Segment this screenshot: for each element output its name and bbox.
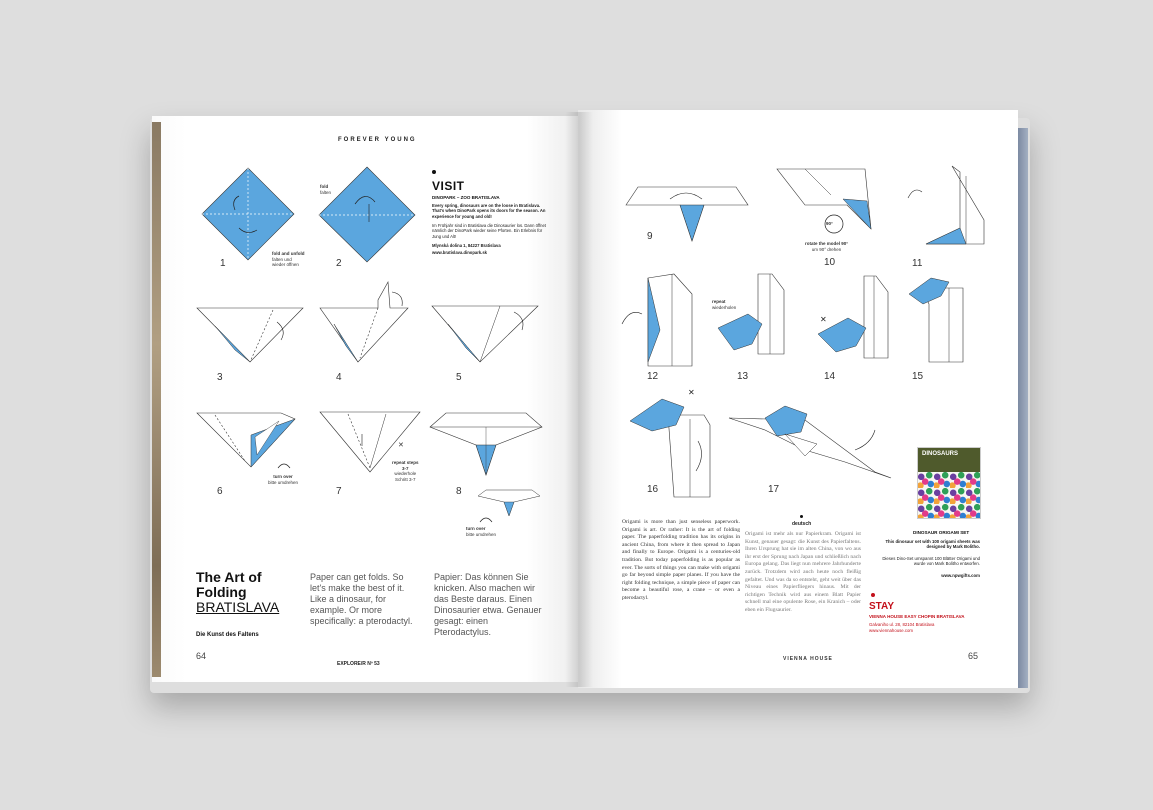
step-number-3: 3 (217, 372, 223, 383)
annotation-fold-de: falten (320, 189, 332, 195)
annotation-repeat-de: wiederholen (712, 304, 737, 310)
page-number-left: 64 (196, 651, 207, 661)
annotation-turn-over-6 (268, 474, 298, 485)
step-number-6: 6 (217, 486, 223, 497)
footer-brand-right: VIENNA HOUSE (783, 656, 833, 662)
product-caption: DINOSAUR ORIGAMI SET (913, 530, 970, 535)
visit-subtitle: DINOPARK – ZOO BRATISLAVA (432, 195, 500, 200)
annotation-rotate (805, 241, 848, 252)
step-number-15: 15 (912, 371, 924, 382)
annotation-turn-over-8-de: bitte umdrehen (466, 531, 497, 537)
annotation-repeat-steps (392, 460, 419, 482)
step-number-7: 7 (336, 486, 342, 497)
step-number-16: 16 (647, 484, 659, 495)
intro-text-de: Papier: Das können Sie knicken. Also machen wir das Beste daraus. Einen Dinosaurier etwa. Genauer gesagt: einen Pterodactylus. (434, 572, 542, 637)
body-text-en: Origami is more than just senseless paperwork. Origami is art. Or rather: It is the art of folding paper. The paperfolding tradition has its origins in ancient China, from where it then spread to Japan and finally to Europe. Origami is a centuries-old tradition. But today paperfolding is as popular as ever. The sorts of things you can make with origami go far beyond simple paper planes. If you have the right folding technique, a simple piece of paper can become a beautiful rose, a crane – or even a pterodactyl. (622, 519, 740, 601)
visit-url[interactable]: www.bratislava.dinopark.sk (432, 250, 487, 255)
annotation-fold-unfold-de-2: wieder öffnen (272, 262, 299, 267)
fold-diagram-step-5 (430, 298, 540, 368)
step-number-12: 12 (647, 371, 659, 382)
article-subtitle-de: Die Kunst des Faltens (196, 632, 259, 638)
article-title-city: BRATISLAVA (196, 599, 280, 615)
fold-diagram-step-3 (195, 300, 305, 370)
footer-issue: Nº 53 (367, 661, 380, 667)
fold-diagram-step-2 (315, 160, 425, 270)
fold-diagram-step-4 (318, 280, 418, 370)
annotation-repeat-steps-en: repeat steps (392, 460, 419, 465)
annotation-fold-en: fold (320, 184, 329, 189)
step-number-17: 17 (768, 484, 780, 495)
step-number-9: 9 (647, 231, 653, 242)
cover-edge (152, 122, 161, 677)
product-url[interactable]: www.npwgifts.com (941, 573, 980, 578)
rotate-badge: 90° (826, 221, 833, 226)
turn-over-icon-2 (478, 514, 494, 524)
fold-diagram-step-16 (628, 385, 718, 500)
step-number-8: 8 (456, 486, 462, 497)
page-number-right: 65 (968, 651, 979, 661)
visit-title: VISIT (432, 179, 465, 193)
annotation-fold-unfold-de-1: falten und (272, 256, 292, 262)
stay-address: Galvaniho ul. 28, 82104 Bratislava (869, 622, 935, 627)
product-text-en: This dinosaur set with 100 origami sheets was designed by Mark Bolitho. (885, 539, 980, 550)
step-number-2: 2 (336, 258, 342, 269)
stay-bullet (871, 593, 875, 597)
page-header: FOREVER YOUNG (338, 137, 417, 143)
fold-diagram-step-11 (900, 162, 990, 252)
fold-diagram-step-15 (905, 268, 975, 368)
svg-text:✕: ✕ (688, 388, 695, 397)
annotation-repeat (712, 299, 736, 310)
annotation-repeat-steps-de: wiederhole (394, 471, 417, 476)
dinosaur-pattern (918, 472, 980, 518)
step-number-1: 1 (220, 258, 226, 269)
annotation-turn-over-8-en: turn over (466, 526, 486, 531)
visit-text-en: Every spring, dinosaurs are on the loose in Bratislava. That's when DinoPark opens its doors for the season. An experience for young and old! (432, 203, 546, 219)
annotation-turn-over-6-de: bitte umdrehen (268, 479, 299, 485)
annotation-fold-unfold (272, 251, 305, 268)
fold-diagram-step-9 (622, 185, 752, 245)
visit-bullet (432, 170, 436, 174)
footer-brand-left (337, 661, 380, 667)
label-deutsch: deutsch (792, 521, 812, 527)
annotation-fold (320, 184, 331, 195)
stay-url[interactable]: www.viennahouse.com (869, 628, 913, 633)
gutter-shadow (565, 112, 593, 687)
origami-set-product-image (917, 447, 981, 519)
fold-diagram-step-12 (612, 270, 697, 375)
back-cover-edge (1018, 128, 1028, 688)
product-text-de: Dieses Dino-Set umspannt 100 Blätter Origami und wurde von Mark Bolitho entworfen. (882, 556, 980, 567)
fold-diagram-step-14 (812, 272, 897, 367)
scissor-icon: ✕ (398, 442, 404, 449)
stay-subtitle: VIENNA HOUSE EASY CHOPIN BRATISLAVA (869, 614, 965, 619)
annotation-fold-unfold-en: fold and unfold (272, 251, 305, 256)
fold-diagram-step-13 (712, 270, 792, 365)
fold-diagram-step-17 (725, 400, 895, 490)
fold-diagram-step-8 (428, 405, 543, 480)
stay-title: STAY (869, 601, 895, 612)
annotation-rotate-de: um 90° drehen (811, 246, 842, 252)
step-number-5: 5 (456, 372, 462, 383)
visit-text-de: Im Frühjahr sind in Bratislava die Dinosaurier los. Dann öffnet nämlich der DinoPark wieder seine Pforten. Ein Erlebnis für Jung und Alt! (432, 223, 546, 239)
annotation-repeat-steps-de-2: Schritt 3-7 (395, 476, 416, 482)
product-box-title: DINOSAURS (918, 448, 980, 472)
annotation-repeat-en: repeat (712, 299, 726, 304)
step-number-4: 4 (336, 372, 342, 383)
annotation-rotate-en: rotate the model 90° (805, 241, 849, 246)
footer-brand-name: EXPLORE/R (337, 661, 366, 667)
intro-text-en: Paper can get folds. So let's make the best of it. Like a dinosaur, for example. Or more specifically: a pterodactyl. (310, 572, 413, 626)
deutsch-bullet (800, 515, 803, 518)
svg-text:✕: ✕ (820, 315, 827, 324)
step-number-14: 14 (824, 371, 836, 382)
turn-over-icon (276, 460, 292, 470)
annotation-turn-over-6-en: turn over (273, 474, 293, 479)
step-number-13: 13 (737, 371, 749, 382)
annotation-turn-over-8 (466, 526, 496, 537)
article-title-line-1: The Art of (196, 569, 262, 585)
body-text-de: Origami ist mehr als nur Papierkram. Origami ist Kunst, genauer gesagt: die Kunst des Papierfaltens. Ihren Ursprung hat sie im alten China, von wo aus ihr erst der Sprung nach Japan und schließlich nach Europa gelang. Das liegt nun mehrere Jahrhunderte zurück. Trotzdem wird auch heute noch fleißig gefaltet. Und was da so entsteht, geht weit über das Niveau eines Papierfliegers hinaus. Mit der richtigen Technik wird aus einem Blatt Papier schnell mal eine opulente Rose, ein Kranich – oder eben ein Flugsaurier. (745, 531, 861, 613)
step-number-11: 11 (912, 258, 923, 269)
annotation-repeat-steps-range: 3-7 (402, 465, 409, 471)
visit-address: Mlynská dolina 1, 84227 Bratislava (432, 243, 501, 248)
article-title-line-2: Folding (196, 584, 247, 600)
step-number-10: 10 (824, 257, 836, 268)
